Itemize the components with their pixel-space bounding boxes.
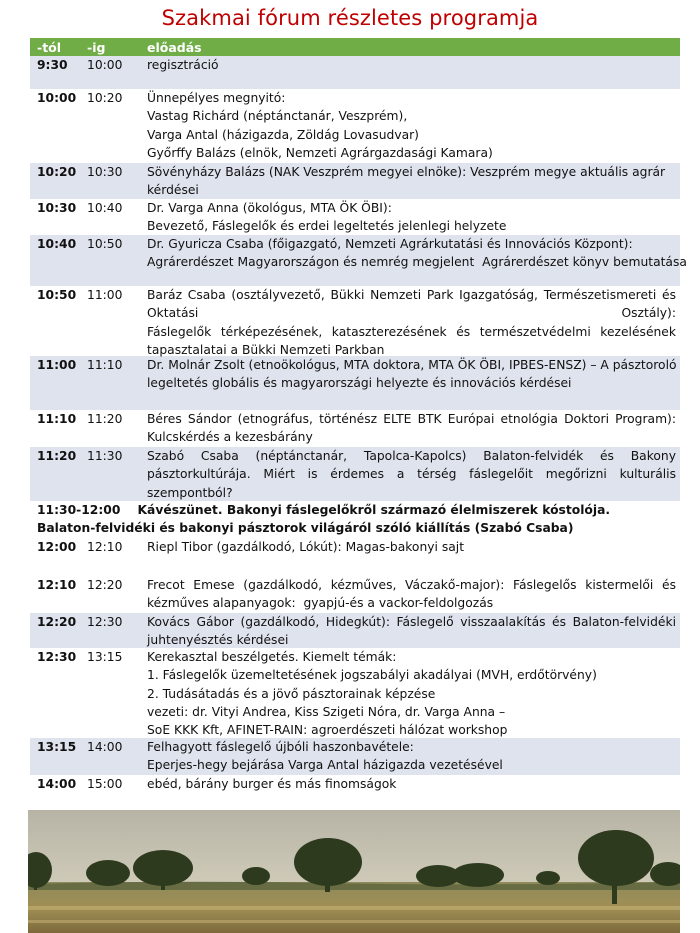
end-time: 15:00 [87,776,123,791]
page-title: Szakmai fórum részletes programja [161,6,539,30]
start-time: 12:20 [37,614,77,629]
talk-description [147,648,680,740]
talk-line: Eperjes-hegy bejárása Varga Antal házigazda vezetésével [147,758,503,773]
talk-line: Béres Sándor (etnográfus, történész ELTE BTK Európai etnológia Doktori Program): [147,412,676,426]
header-from: -tól [37,39,62,55]
table-row [30,410,680,447]
coffee-break [30,501,680,538]
talk-line: Oktatási Osztály): [147,306,676,321]
talk-line: vezeti: dr. Vityi Andrea, Kiss Szigeti Nóra, dr. Varga Anna – [147,705,506,720]
start-time: 10:30 [37,201,77,215]
talk-line: Fáslegelők térképezésének, kataszterezésének és természetvédelmi kezelésének [147,324,676,339]
table-row [30,775,680,805]
break-line: 11:30-12:00 Kávészünet. Bakonyi fáslegelőkről származó élelmiszerek kóstolója. [37,503,611,517]
header-to: -ig [87,39,106,55]
talk-description [147,538,680,556]
start-time: 14:00 [37,776,77,791]
talk-line: Sövényházy Balázs (NAK Veszprém megyei elnöke): Veszprém megye aktuális agrár [147,165,666,179]
talk-line: Kovács Gábor (gazdálkodó, Hidegkút): Fáslegelő visszaalakítás és Balaton-felvidéki [147,614,676,629]
pasture-photo [28,810,680,933]
table-row [30,538,680,576]
talk-line: Frecot Emese (gazdálkodó, kézműves, Váczakő-major): Fáslegelős kistermelői és [147,577,676,592]
talk-line: regisztráció [147,58,219,72]
table-row [30,56,680,89]
end-time: 11:00 [87,288,123,302]
end-time: 10:20 [87,91,123,105]
end-time: 13:15 [87,649,123,664]
talk-line: Kulcskérdés a kezesbárány [147,430,313,445]
start-time: 11:10 [37,412,77,426]
table-row [30,286,680,356]
talk-line: legeltetés globális és magyarországi helyezte és innovációs kérdései [147,376,572,391]
start-time: 13:15 [37,739,77,754]
talk-description [147,576,680,613]
end-time: 11:30 [87,449,123,463]
break-line: Balaton-felvidéki és bakonyi pásztorok világáról szóló kiállítás (Szabó Csaba) [37,521,574,536]
end-time: 12:10 [87,539,123,554]
table-header [30,38,680,56]
talk-line: ebéd, bárány burger és más finomságok [147,776,397,791]
talk-description [147,235,691,272]
start-time: 12:30 [37,649,77,664]
end-time: 11:10 [87,358,123,372]
table-row [30,163,680,199]
start-time: 10:20 [37,165,77,179]
talk-line: pásztorkultúrája. Miért is érdemes a térség fáslegelőit megőrizni kulturális [147,467,676,482]
talk-line: Vastag Richárd (néptánctanár, Veszprém), [147,109,408,124]
end-time: 14:00 [87,739,123,754]
talk-line: Baráz Csaba (osztályvezető, Bükki Nemzeti Park Igazgatóság, Természetismereti és [147,288,676,302]
talk-line: Szabó Csaba (néptánctanár, Tapolca-Kapolcs) Balaton-felvidék és Bakony [147,449,676,463]
end-time: 10:50 [87,237,123,251]
talk-line: Dr. Varga Anna (ökológus, MTA ÖK ÖBI): [147,201,392,215]
talk-line: szempontból? [147,485,233,500]
talk-description [147,199,680,236]
start-time: 11:00 [37,358,77,372]
talk-line: kérdései [147,183,199,198]
start-time: 10:50 [37,288,77,302]
talk-line: Agrárerdészet Magyarországon és nemrég megjelent Agrárerdészet könyv bemutatása [147,255,687,270]
header-talk: előadás [147,39,202,55]
talk-line: Varga Antal (házigazda, Zöldág Lovasudvar) [147,127,419,142]
end-time: 10:40 [87,201,123,215]
end-time: 12:30 [87,614,123,629]
table-row [30,235,687,286]
talk-line: Felhagyott fáslegelő újbóli haszonbavétele: [147,739,414,754]
talk-line: Bevezető, Fáslegelők és erdei legeltetés jelenlegi helyzete [147,219,507,234]
end-time: 10:00 [87,58,123,72]
talk-line: Dr. Gyuricza Csaba (főigazgató, Nemzeti Agrárkutatási és Innovációs Központ): [147,237,633,251]
table-row [30,89,680,163]
table-row [30,648,680,738]
start-time: 10:00 [37,91,77,105]
talk-line: tapasztalatai a Bükki Nemzeti Parkban [147,343,385,358]
talk-line: Ünnepélyes megnyitó: [147,91,286,105]
table-row [30,199,680,235]
start-time: 12:10 [37,577,77,592]
talk-description [147,410,680,447]
talk-description [147,738,680,775]
talk-line: Dr. Molnár Zsolt (etnoökológus, MTA doktora, MTA ÖK ÖBI, IPBES-ENSZ) – A pásztoroló [147,358,677,372]
start-time: 10:40 [37,237,77,251]
program-table [30,38,687,805]
table-row [30,576,680,613]
program-rows-afternoon [30,538,680,805]
talk-description [147,89,680,163]
end-time: 12:20 [87,577,123,592]
talk-description [147,356,681,393]
table-row [30,356,680,410]
talk-line: Kerekasztal beszélgetés. Kiemelt témák: [147,649,397,664]
program-rows-morning [30,56,687,501]
talk-description [147,447,680,502]
talk-description [147,163,680,200]
talk-line: Riepl Tibor (gazdálkodó, Lókút): Magas-bakonyi sajt [147,539,465,554]
start-time: 11:20 [37,449,77,463]
talk-line: 1. Fáslegelők üzemeltetésének jogszabályi akadályai (MVH, erdőtörvény) [147,668,597,683]
table-row [30,738,680,775]
talk-line: juhtenyésztés kérdései [147,633,289,648]
talk-line: Győrffy Balázs (elnök, Nemzeti Agrárgazdasági Kamara) [147,146,493,161]
start-time: 12:00 [37,539,77,554]
end-time: 10:30 [87,165,123,179]
talk-description [147,286,680,360]
table-row [30,613,680,648]
start-time: 9:30 [37,58,68,72]
talk-line: kézműves alapanyagok: gyapjú-és a vackor-feldolgozás [147,596,494,611]
talk-line: 2. Tudásátadás és a jövő pásztorainak képzése [147,686,436,701]
talk-line: SoE KKK Kft, AFINET-RAIN: agroerdészeti hálózat workshop [147,723,508,738]
talk-description [147,613,680,650]
table-row [30,447,680,501]
end-time: 11:20 [87,412,123,426]
talk-description [147,775,680,793]
talk-description [147,56,680,74]
